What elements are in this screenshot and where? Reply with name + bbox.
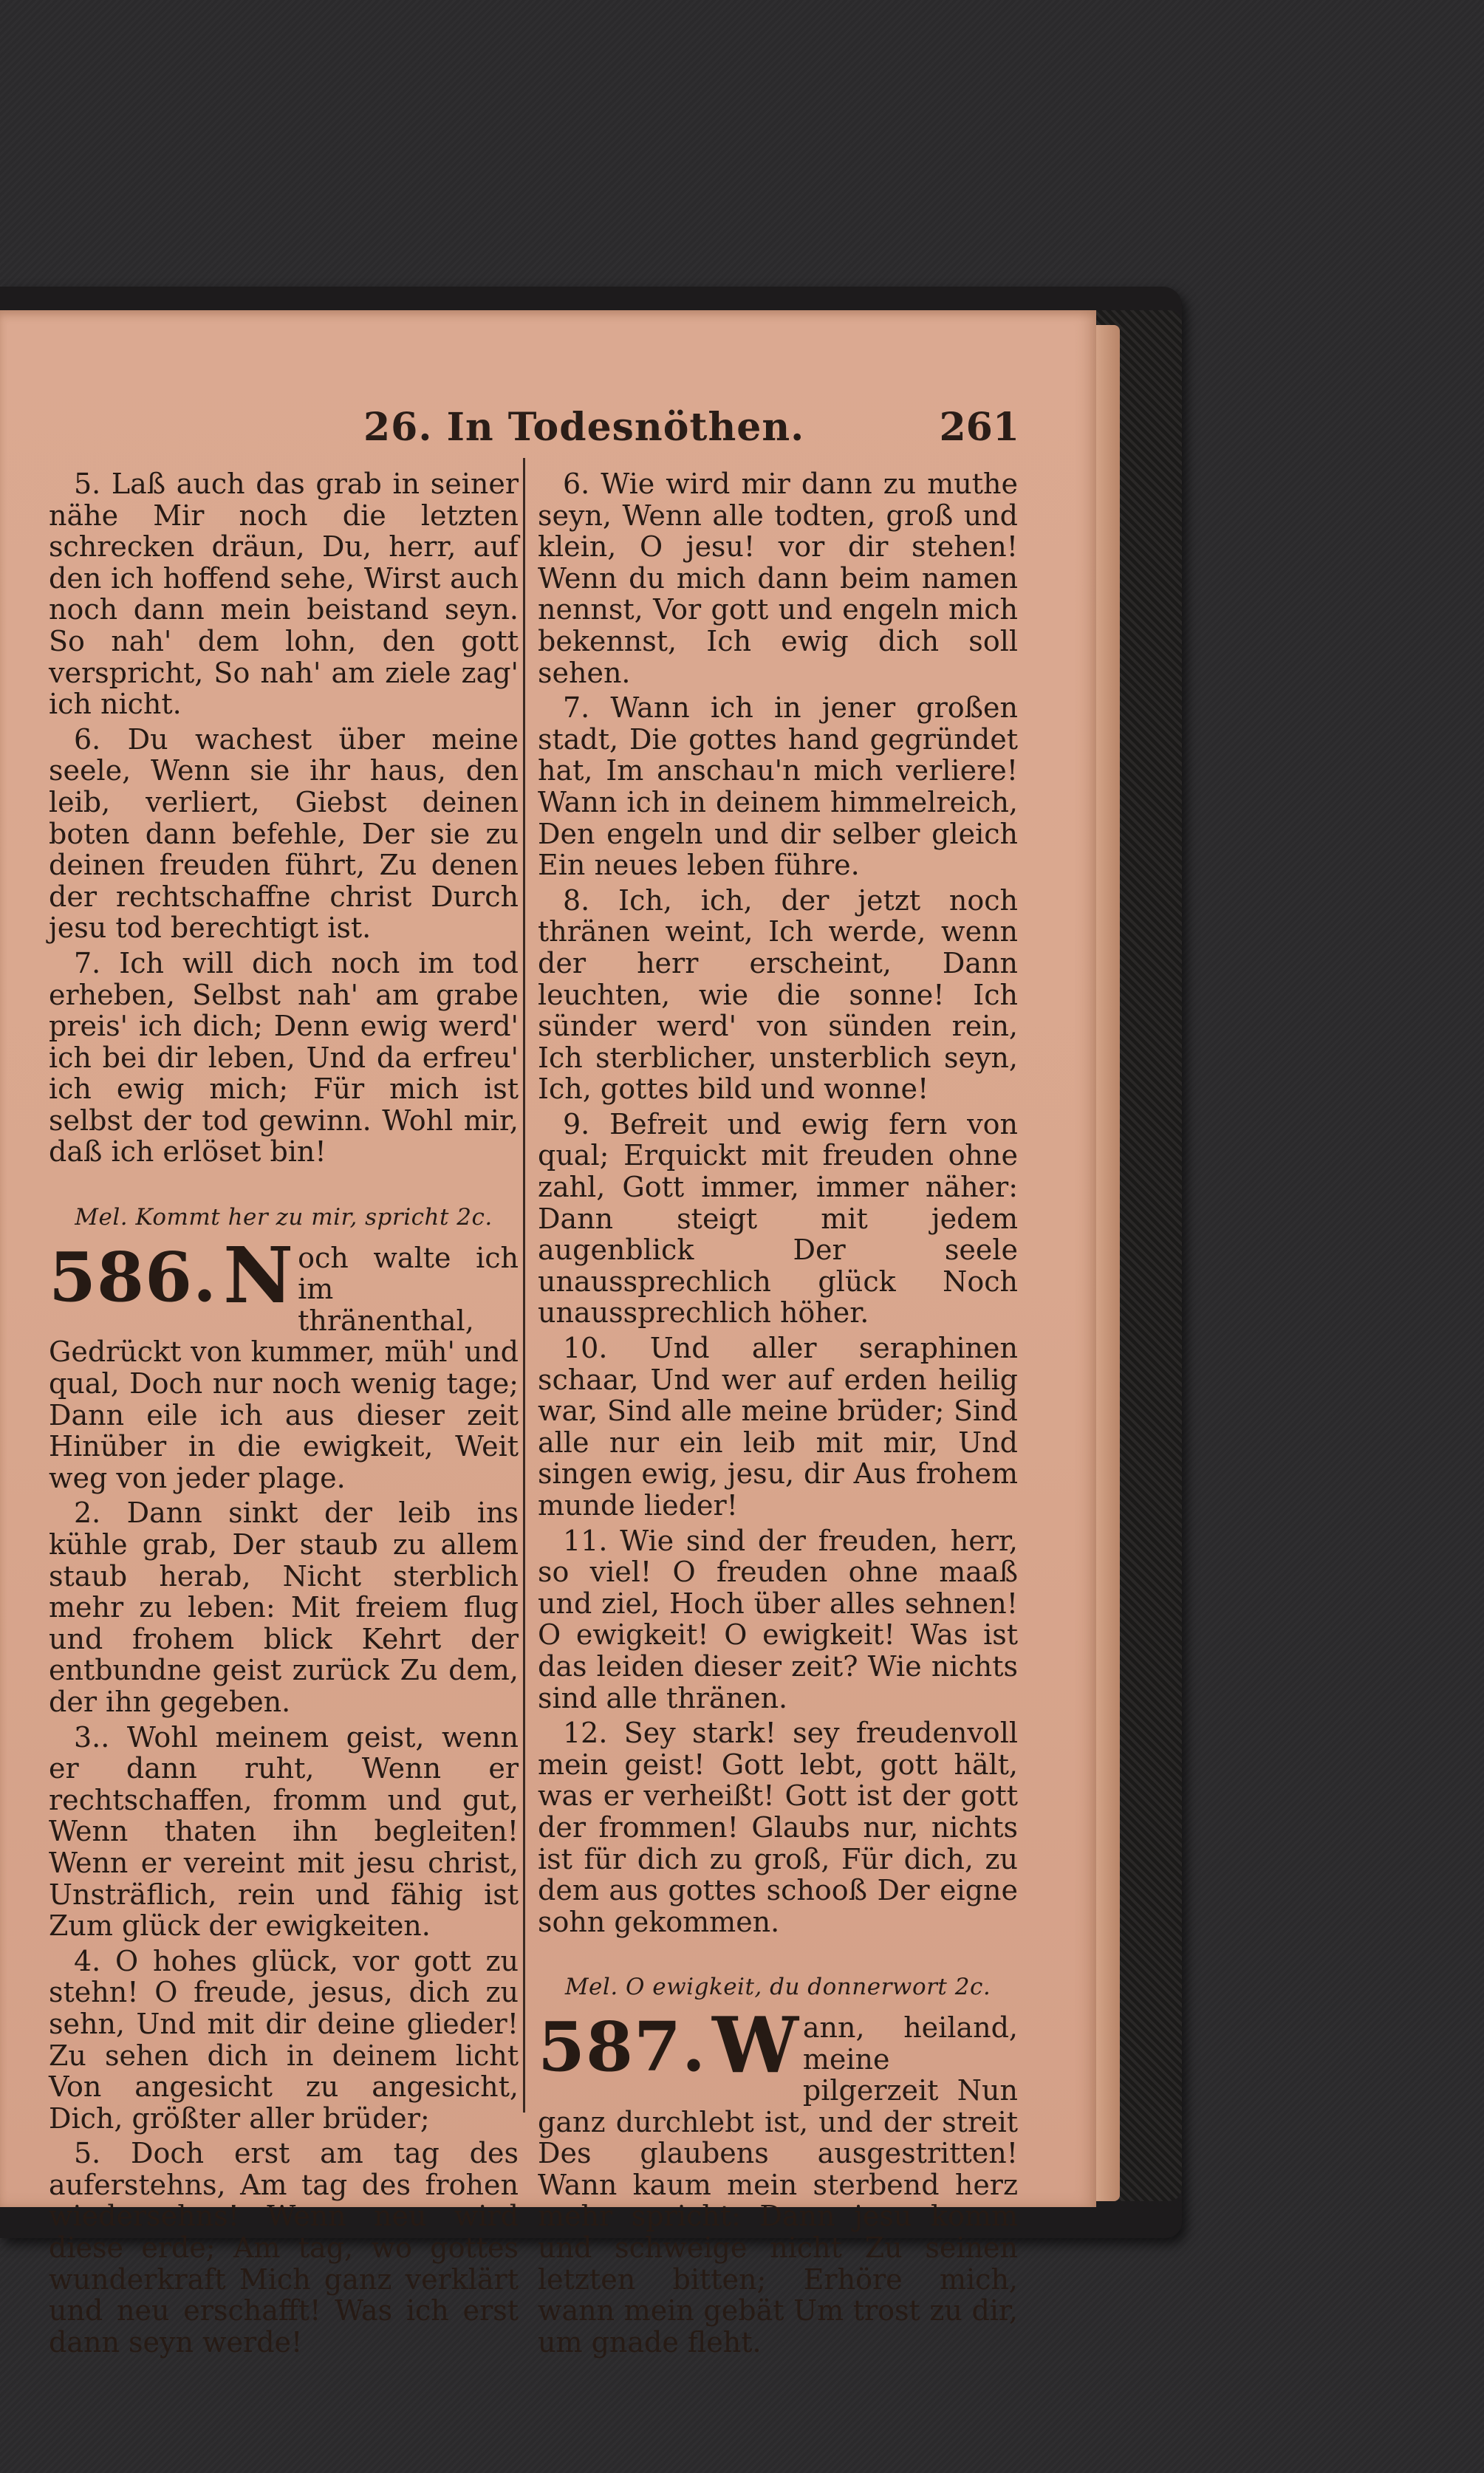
verse: 3.. Wohl meinem geist, wenn er dann ruht, Wenn er rechtschaffen, fromm und gut, Wenn thaten ihn begleiten! Wenn er vereint mit jesu christ, Unsträflich, rein und fähig ist Zum glück der ewigkeiten. bbox=[49, 1720, 519, 1943]
verse: 9. Befreit und ewig fern von qual; Erquickt mit freuden ohne zahl, Gott immer, immer näher: Dann steigt mit jedem augenblick Der seele unaussprechlich glück Noch unaussprechlich höher. bbox=[538, 1107, 1018, 1330]
verse: 7. Ich will dich noch im tod erheben, Selbst nah' am grabe preis' ich dich; Denn ewig werd' ich bei dir leben, Und da erfreu' ich ewig mich; Für mich ist selbst der tod gewinn. Wohl mir, daß ich erlöset bin! bbox=[49, 946, 519, 1169]
verse: 11. Wie sind der freuden, herr, so viel! O freuden ohne maaß und ziel, Hoch über alles sehnen! O ewigkeit! O ewigkeit! Was ist das leiden dieser zeit? Wie nichts sind alle thränen. bbox=[538, 1524, 1018, 1714]
hymn-587-first-verse bbox=[538, 1999, 1018, 2359]
verse: 2. Dann sinkt der leib ins kühle grab, Der staub zu allem staub herab, Nicht sterblich mehr zu leben: Mit freiem flug und frohem blick Kehrt der entbundne geist zurück Zu dem, der ihn gegeben. bbox=[49, 1497, 519, 1718]
verse: 6. Du wachest über meine seele, Wenn sie ihr haus, den leib, verliert, Giebst deinen boten dann befehle, Der sie zu deinen freuden führt, Zu denen der rechtschaffne christ Durch jesu tod berechtigt ist. bbox=[49, 722, 519, 945]
hymn-586-first-verse bbox=[49, 1229, 519, 1494]
hymn-number: 586. bbox=[49, 1236, 218, 1317]
page-title: 26. In Todesnöthen. bbox=[363, 405, 805, 450]
page-number: 261 bbox=[939, 405, 1019, 450]
column-divider bbox=[523, 458, 525, 2113]
drop-cap: W bbox=[712, 1999, 799, 2090]
verse: 7. Wann ich in jener großen stadt, Die gottes hand gegründet hat, Im anschau'n mich verliere! Wann ich in deinem himmelreich, Den engeln und dir selber gleich Ein neues leben führe. bbox=[538, 691, 1018, 882]
verse: 6. Wie wird mir dann zu muthe seyn, Wenn alle todten, groß und klein, O jesu! vor dir stehen! Wenn du mich dann beim namen nennst, Vor gott und engeln mich bekennst, Ich ewig dich soll sehen. bbox=[538, 468, 1018, 689]
right-column bbox=[538, 468, 1018, 2361]
hymn-number: 587. bbox=[538, 2006, 707, 2087]
verse: 8. Ich, ich, der jetzt noch thränen weint, Ich werde, wenn der herr erscheint, Dann leuchten, wie die sonne! Ich sünder werd' von sünden rein, Ich sterblicher, unsterblich seyn, Ich, gottes bild und wonne! bbox=[538, 883, 1018, 1106]
left-column bbox=[49, 468, 519, 2361]
verse-text: ann, heiland, meine pilgerzeit Nun ganz durchlebt ist, und der streit Des glaubens ausgestritten! Wann kaum mein sterbend herz mehr spricht: Dann jesu komm und schweige nicht Zu seinen letzten bitten; Erhöre mich, wann mein gebät Um trost zu dir, um gnade fleht. bbox=[538, 2011, 1018, 2359]
melody-note: Mel. Kommt her zu mir, spricht 2c. bbox=[75, 1204, 493, 1231]
verse: 5. Laß auch das grab in seiner nähe Mir noch die letzten schrecken dräun, Du, herr, auf den ich hoffend sehe, Wirst auch noch dann mein beistand seyn. So nah' dem lohn, den gott verspricht, So nah' am ziele zag' ich nicht. bbox=[49, 468, 519, 721]
verse: 12. Sey stark! sey freudenvoll mein geist! Gott lebt, gott hält, was er verheißt! Gott ist der gott der frommen! Glaubs nur, nichts ist für dich zu groß, Für dich, zu dem aus gottes schooß Der eigne sohn gekommen. bbox=[538, 1717, 1018, 1938]
verse: 4. O hohes glück, vor gott zu stehn! O freude, jesus, dich zu sehn, Und mit dir deine glieder! Zu sehen dich in deinem licht Von angesicht zu angesicht, Dich, größter aller brüder; bbox=[49, 1944, 519, 2135]
running-head bbox=[355, 405, 1019, 464]
drop-cap: N bbox=[223, 1229, 294, 1321]
verse: 5. Doch erst am tag des auferstehns, Am tag des frohen wiedersehns! Wenn neu wird diese erde; Am tag, wo gottes wunderkraft Mich ganz verklärt und neu erschafft! Was ich erst dann seyn werde! bbox=[49, 2137, 519, 2359]
verse-text: och walte ich im thränenthal, Gedrückt von kummer, müh' und qual, Doch nur noch wenig tage; Dann eile ich aus dieser zeit Hinüber in die ewigkeit, Weit weg von jeder plage. bbox=[49, 1241, 519, 1494]
melody-note: Mel. O ewigkeit, du donnerwort 2c. bbox=[564, 1974, 991, 2001]
verse: 10. Und aller seraphinen schaar, Und wer auf erden heilig war, Sind alle meine brüder; Sind alle nur ein leib mit mir, Und singen ewig, jesu, dir Aus frohem munde lieder! bbox=[538, 1332, 1018, 1522]
